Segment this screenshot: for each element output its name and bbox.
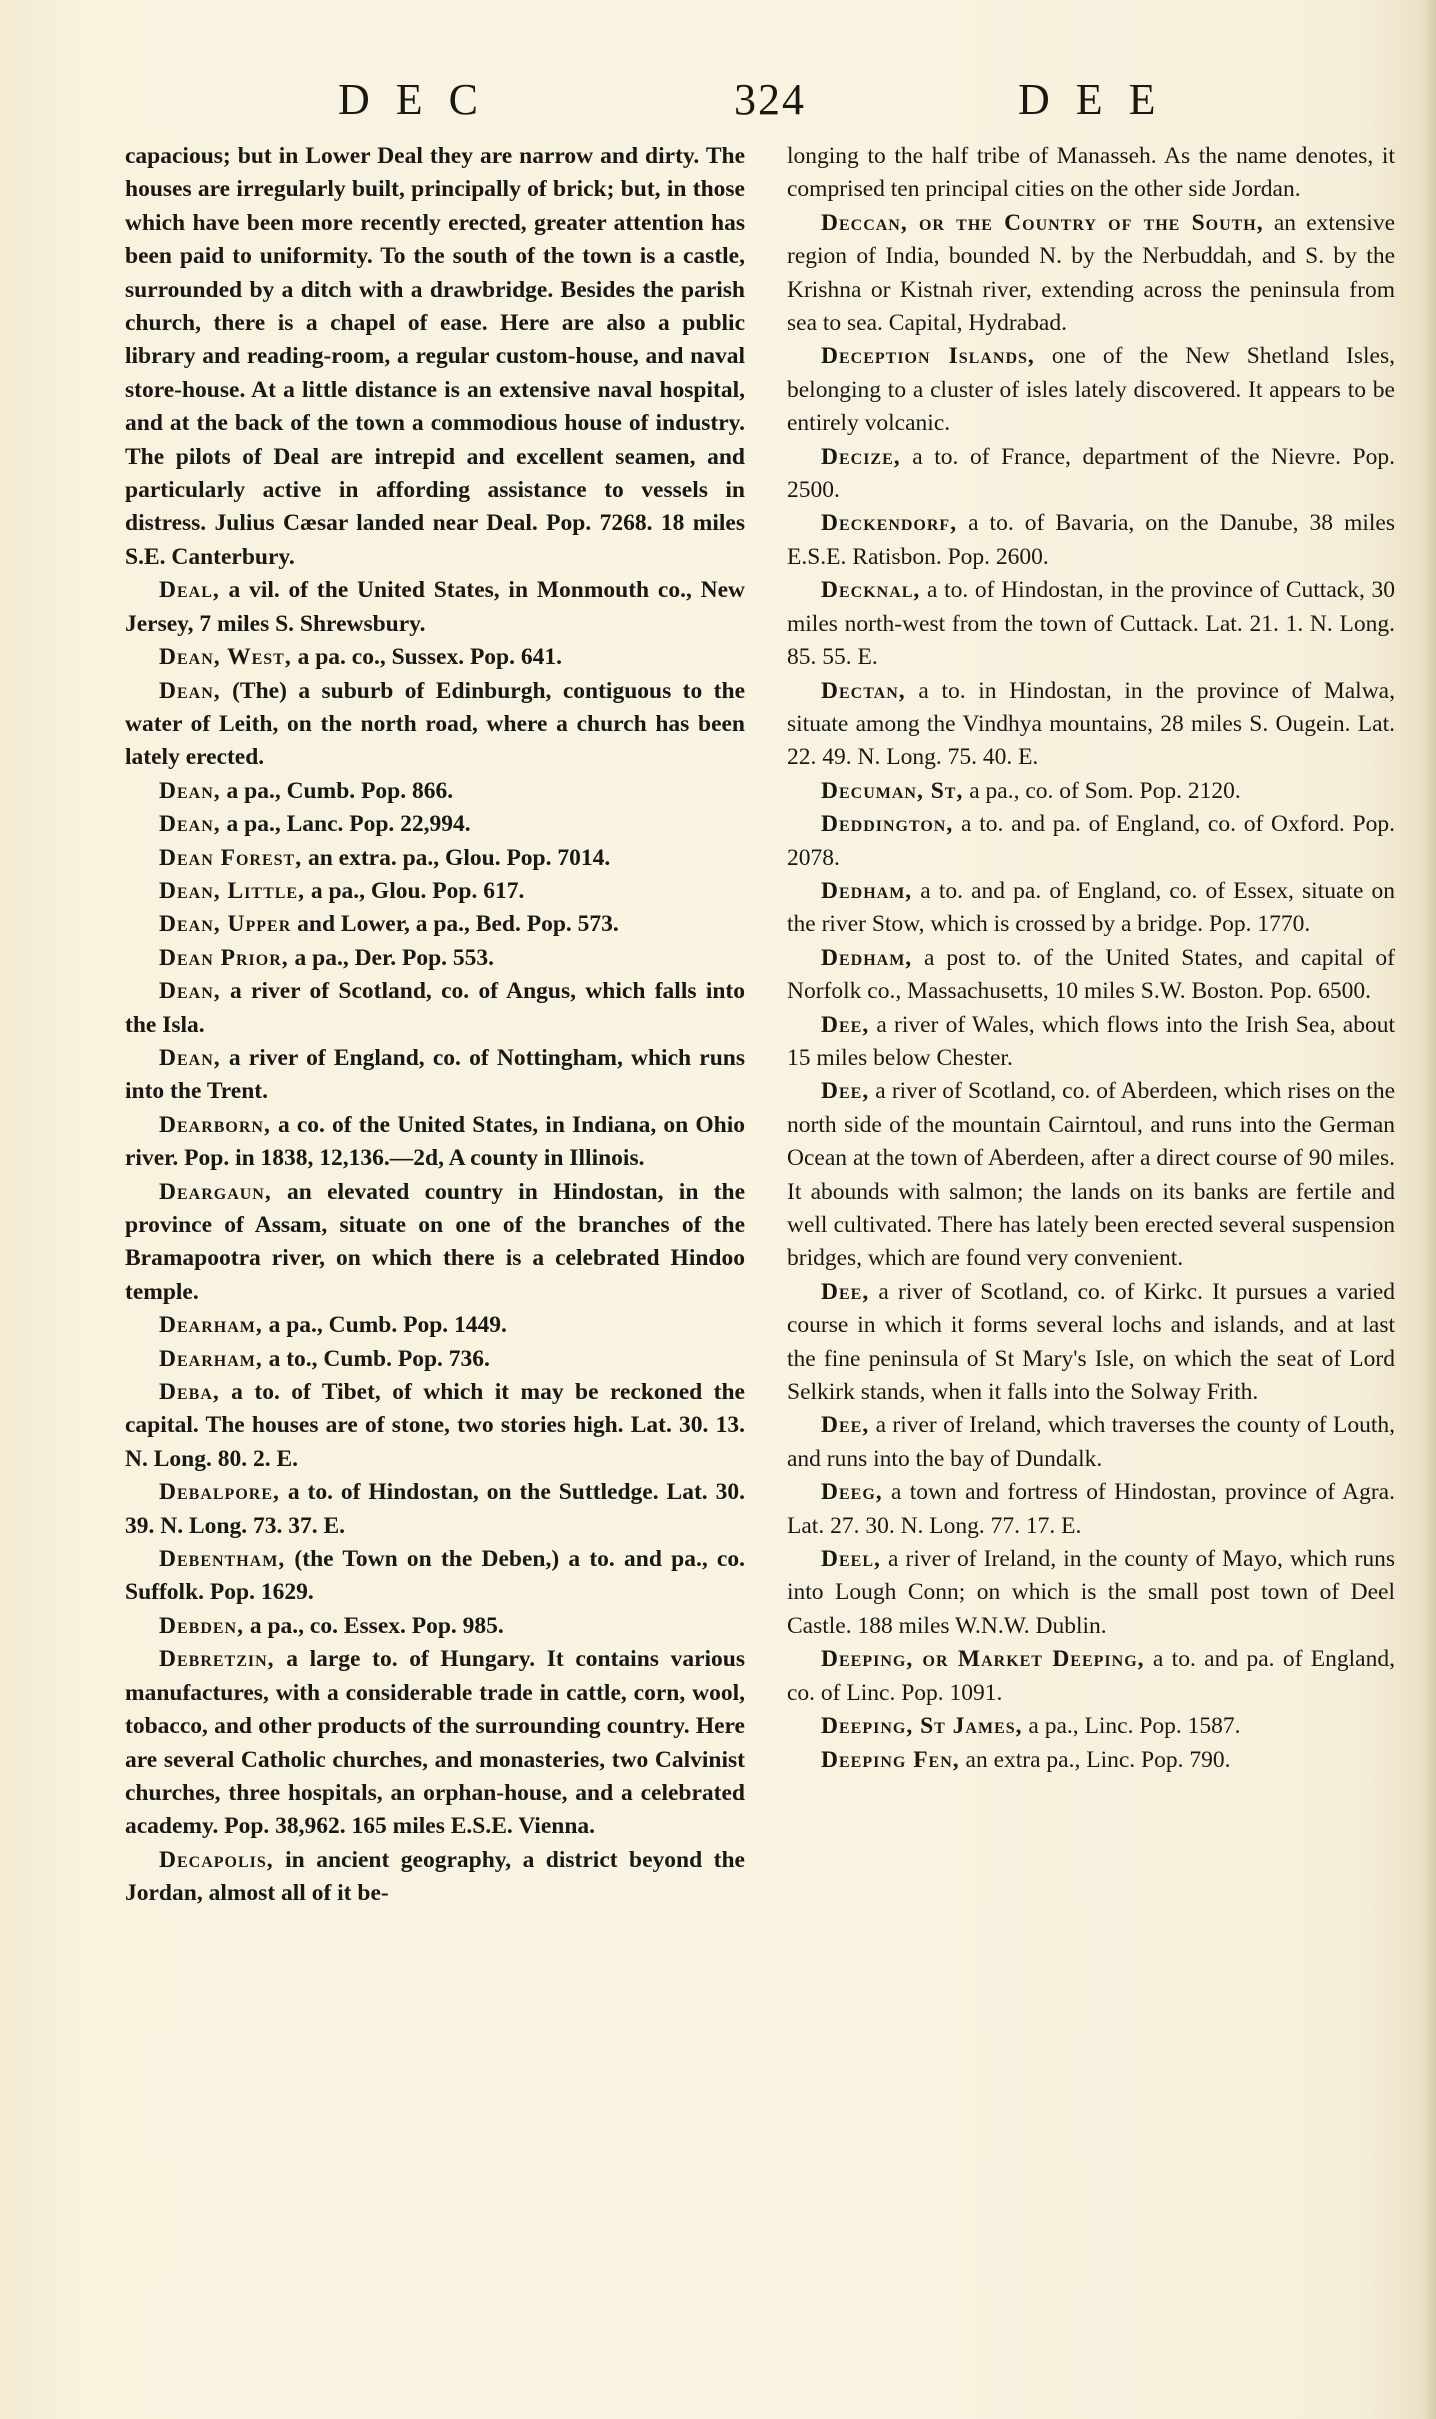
entry-text: a pa., Linc. Pop. 1587.: [1022, 1713, 1241, 1740]
entry-headword: Deddington,: [821, 811, 954, 838]
entry-headword: Deeping, or Market Deeping,: [821, 1646, 1145, 1673]
entry-headword: Debretzin,: [159, 1646, 275, 1673]
entry-headword: Debden,: [159, 1612, 244, 1639]
gazetteer-entry: [125, 1610, 745, 1643]
entry-text: a to. in Hindostan, in the province of Malwa, situate among the Vindhya mountains, 28 miles S. Ougein. Lat. 22. 49. N. Long. 75. 40. E.: [787, 677, 1395, 771]
gazetteer-entry: [125, 1543, 745, 1610]
entry-text: a pa., Glou. Pop. 617.: [304, 877, 525, 904]
entry-headword: Debentham,: [159, 1546, 286, 1573]
entry-headword: Deccan, or the Country of the South,: [821, 209, 1264, 236]
gazetteer-entry: [125, 1309, 745, 1342]
entry-headword: Deception Islands,: [821, 343, 1035, 370]
entry-headword: Deargaun,: [159, 1178, 272, 1205]
entry-text: a river of Scotland, co. of Kirkc. It pursues a varied course in which it forms several lochs and islands, and at last the fine peninsula of St Mary's Isle, on which the seat of Lord Selkirk stands, when it falls into the Solway Frith.: [787, 1278, 1395, 1406]
gazetteer-entry: [787, 441, 1395, 508]
entry-text: a to. of Tibet, of which it may be reckoned the capital. The houses are of stone, two stories high. Lat. 30. 13. N. Long. 80. 2. E.: [125, 1379, 745, 1472]
gazetteer-entry: [787, 875, 1395, 942]
entry-text: a vil. of the United States, in Monmouth co., New Jersey, 7 miles S. Shrewsbury.: [125, 577, 745, 637]
entry-text: a pa., Cumb. Pop. 1449.: [262, 1312, 507, 1339]
gazetteer-entry: [787, 1075, 1395, 1275]
entry-text: an extra. pa., Glou. Pop. 7014.: [302, 844, 611, 871]
gazetteer-entry: [125, 1643, 745, 1843]
gazetteer-entry: [787, 574, 1395, 674]
entry-text: a large to. of Hungary. It contains various manufactures, with a considerable trade in cattle, corn, wool, tobacco, and other products of the surrounding country. Here are several Catholic churches, and monasteries, two Calvinist churches, three hospitals, an orphan-house, and a celebrated academy. Pop. 38,962. 165 miles E.S.E. Vienna.: [125, 1646, 745, 1840]
entry-headword: Deeping, St James,: [821, 1713, 1023, 1740]
entry-text: a town and fortress of Hindostan, province of Agra. Lat. 27. 30. N. Long. 77. 17. E.: [787, 1479, 1395, 1539]
entry-text: and Lower, a pa., Bed. Pop. 573.: [291, 911, 619, 938]
entry-headword: Dee,: [821, 1278, 870, 1305]
entry-text: (the Town on the Deben,) a to. and pa., co. Suffolk. Pop. 1629.: [125, 1546, 745, 1606]
gazetteer-entry: [787, 1710, 1395, 1743]
gazetteer-entry: [125, 875, 745, 908]
gazetteer-entry: [787, 775, 1395, 808]
page-edge-shadow: [1422, 0, 1436, 2419]
gazetteer-entry: [787, 1009, 1395, 1076]
entry-headword: Dearborn,: [159, 1111, 271, 1138]
entry-text: a pa., Der. Pop. 553.: [288, 944, 495, 971]
gazetteer-entry: [125, 1476, 745, 1543]
entry-headword: Dean, West,: [159, 644, 292, 671]
entry-headword: Dean,: [159, 677, 221, 704]
entry-headword: Dedham,: [821, 944, 913, 971]
gazetteer-entry: [787, 675, 1395, 775]
entry-headword: Deeping Fen,: [821, 1746, 960, 1773]
header-right: DEE: [1018, 75, 1182, 124]
entry-text: a post to. of the United States, and capital of Norfolk co., Massachusetts, 10 miles S.W. Boston. Pop. 6500.: [787, 944, 1395, 1005]
entry-text: a to. and pa. of England, co. of Essex, situate on the river Stow, which is crossed by a bridge. Pop. 1770.: [787, 877, 1395, 938]
entry-headword: Dean Prior,: [159, 944, 289, 971]
entry-text: a to. of Hindostan, in the province of Cuttack, 30 miles north-west from the town of Cuttack. Lat. 21. 1. N. Long. 85. 55. E.: [787, 577, 1395, 671]
gazetteer-entry: [787, 1744, 1395, 1777]
right-column: [787, 140, 1395, 1777]
entry-text: a river of England, co. of Nottingham, which runs into the Trent.: [125, 1044, 745, 1105]
gazetteer-entry: [125, 942, 745, 975]
entry-headword: Dean, Upper: [159, 911, 292, 938]
entry-text: an extra pa., Linc. Pop. 790.: [959, 1746, 1231, 1773]
entry-text: longing to the half tribe of Manasseh. As the name denotes, it comprised ten principal cities on the other side Jordan.: [787, 143, 1395, 203]
entry-text: a river of Ireland, which traverses the county of Louth, and runs into the bay of Dundalk.: [787, 1412, 1395, 1472]
entry-text: capacious; but in Lower Deal they are narrow and dirty. The houses are irregularly built, principally of brick; but, in those which have been more recently erected, greater attention has been paid to uniformity. To the south of the town is a castle, surrounded by a ditch with a drawbridge. Besides the parish church, there is a chapel of ease. Here are also a public library and reading-room, a regular custom-house, and naval store-house. At a little distance is an extensive naval hospital, and at the back of the town a commodious house of industry. The pilots of Deal are intrepid and excellent seamen, and particularly active in affording assistance to vessels in distress. Julius Cæsar landed near Deal. Pop. 7268. 18 miles S.E. Canterbury.: [125, 143, 745, 570]
entry-text: a to. of Hindostan, on the Suttledge. Lat. 30. 39. N. Long. 73. 37. E.: [125, 1479, 745, 1539]
entry-headword: Deeg,: [821, 1479, 883, 1506]
entry-text: a river of Wales, which flows into the Irish Sea, about 15 miles below Chester.: [787, 1011, 1395, 1071]
gazetteer-entry: [125, 975, 745, 1042]
entry-text: a pa., Cumb. Pop. 866.: [220, 777, 454, 804]
entry-text: a to. of Bavaria, on the Danube, 38 miles E.S.E. Ratisbon. Pop. 2600.: [787, 510, 1395, 570]
gazetteer-entry: [125, 140, 745, 574]
entry-headword: Dee,: [821, 1412, 870, 1439]
entry-headword: Deal,: [159, 577, 220, 604]
gazetteer-entry: [787, 942, 1395, 1009]
entry-headword: Dearham,: [159, 1345, 263, 1372]
entry-headword: Deba,: [159, 1379, 220, 1406]
gazetteer-entry: [125, 1042, 745, 1109]
gazetteer-entry: [787, 1476, 1395, 1543]
entry-text: in ancient geography, a district beyond the Jordan, almost all of it be-: [125, 1846, 745, 1907]
gazetteer-entry: [125, 908, 745, 941]
entry-text: one of the New Shetland Isles, belonging to a cluster of isles lately discovered. It appears to be entirely volcanic.: [787, 343, 1396, 437]
entry-headword: Decapolis,: [159, 1846, 274, 1873]
entry-headword: Dean,: [159, 1044, 221, 1071]
gazetteer-entry: [125, 1376, 745, 1476]
entry-headword: Dean,: [159, 777, 221, 804]
gazetteer-entry: [125, 1176, 745, 1310]
page-number: 324: [734, 75, 806, 124]
entry-headword: Dee,: [821, 1078, 870, 1105]
header-left: DEC: [338, 75, 504, 124]
entry-text: an elevated country in Hindostan, in the province of Assam, situate on one of the branches of the Bramapootra river, on which there is a celebrated Hindoo temple.: [125, 1178, 745, 1305]
entry-text: a river of Scotland, co. of Angus, which falls into the Isla.: [125, 978, 745, 1038]
entry-text: a river of Scotland, co. of Aberdeen, which rises on the north side of the mountain Cairntoul, and runs into the German Ocean at the town of Aberdeen, after a direct course of 90 miles. It abounds with salmon; the lands on its banks are fertile and well cultivated. There has lately been erected several suspension bridges, which are found very convenient.: [787, 1078, 1395, 1272]
gazetteer-entry: [125, 1343, 745, 1376]
entry-headword: Dean,: [159, 811, 221, 838]
entry-text: a pa., co. Essex. Pop. 985.: [243, 1612, 504, 1639]
entry-headword: Deckendorf,: [821, 510, 958, 537]
entry-headword: Dedham,: [821, 877, 913, 904]
gazetteer-entry: [125, 675, 745, 775]
entry-text: an extensive region of India, bounded N. by the Nerbuddah, and S. by the Krishna or Kistnah river, extending across the peninsula from sea to sea. Capital, Hydrabad.: [787, 209, 1395, 337]
entry-headword: Dee,: [821, 1011, 870, 1038]
gazetteer-entry: [787, 808, 1395, 875]
entry-text: a pa. co., Sussex. Pop. 641.: [291, 644, 562, 671]
entry-headword: Decize,: [821, 443, 901, 470]
entry-text: a to. and pa. of England, co. of Linc. Pop. 1091.: [787, 1646, 1395, 1706]
gazetteer-entry: [125, 808, 745, 841]
entry-headword: Dectan,: [821, 677, 906, 704]
gazetteer-entry: [787, 507, 1395, 574]
entry-headword: Dearham,: [159, 1312, 263, 1339]
gazetteer-entry: [787, 207, 1395, 341]
gazetteer-entry: [787, 1643, 1395, 1710]
entry-text: a to. of France, department of the Nievre. Pop. 2500.: [787, 443, 1395, 504]
entry-headword: Decuman, St,: [821, 777, 964, 804]
entry-text: (The) a suburb of Edinburgh, contiguous to the water of Leith, on the north road, where a church has been lately erected.: [125, 677, 745, 771]
entry-text: a to. and pa. of England, co. of Oxford. Pop. 2078.: [787, 811, 1395, 871]
gazetteer-entry: [787, 140, 1395, 207]
entry-headword: Dean, Little,: [159, 877, 305, 904]
gazetteer-entry: [125, 641, 745, 674]
entry-headword: Dean,: [159, 978, 221, 1005]
entry-headword: Debalpore,: [159, 1479, 280, 1506]
entry-text: a co. of the United States, in Indiana, on Ohio river. Pop. in 1838, 12,136.—2d, A county in Illinois.: [125, 1111, 745, 1172]
gazetteer-entry: [787, 1543, 1395, 1643]
entry-text: a pa., co. of Som. Pop. 2120.: [963, 777, 1241, 804]
entry-headword: Deel,: [821, 1546, 881, 1573]
entry-text: a river of Ireland, in the county of Mayo, which runs into Lough Conn; on which is the small post town of Deel Castle. 188 miles W.N.W. Dublin.: [787, 1546, 1395, 1639]
entry-text: a pa., Lanc. Pop. 22,994.: [220, 811, 471, 838]
gazetteer-entry: [787, 1276, 1395, 1410]
left-column: [125, 140, 745, 1911]
gazetteer-entry: [125, 574, 745, 641]
entry-headword: Dean Forest,: [159, 844, 303, 871]
running-head: [0, 70, 1436, 130]
gazetteer-entry: [125, 1109, 745, 1176]
gazetteer-entry: [787, 340, 1395, 440]
entry-text: a to., Cumb. Pop. 736.: [262, 1345, 490, 1372]
gazetteer-entry: [787, 1409, 1395, 1476]
entry-headword: Decknal,: [821, 577, 921, 604]
gazetteer-entry: [125, 1844, 745, 1911]
gazetteer-entry: [125, 775, 745, 808]
gazetteer-entry: [125, 842, 745, 875]
